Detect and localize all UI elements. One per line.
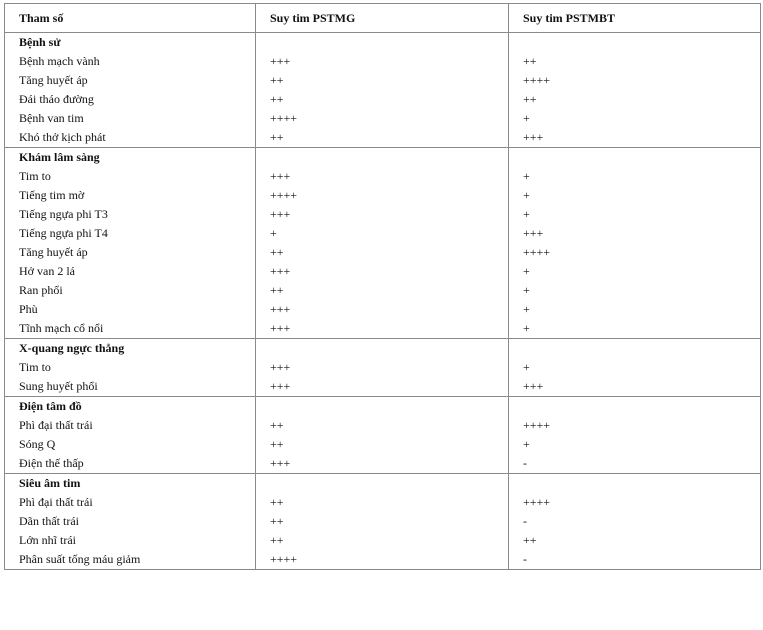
parameter-label: Tăng huyết áp [19, 245, 88, 259]
parameter-cell [5, 397, 256, 474]
rating-value: + [523, 360, 530, 374]
rating-value: +++ [270, 360, 291, 374]
parameter-label: Khó thở kịch phát [19, 130, 106, 144]
header-hfpef [509, 4, 761, 33]
rating-value: +++ [270, 321, 291, 335]
rating-value: ++++ [270, 188, 298, 202]
parameter-cell [5, 148, 256, 339]
rating-value: +++ [523, 379, 544, 393]
rating-value: +++ [523, 226, 544, 240]
parameter-label: Sung huyết phổi [19, 379, 98, 393]
rating-value: + [523, 302, 530, 316]
parameter-label: Đái tháo đường [19, 92, 94, 106]
group-title-spacer [509, 397, 760, 416]
rating-value: +++ [270, 54, 291, 68]
rating-value: +++ [270, 379, 291, 393]
parameter-label: Tăng huyết áp [19, 73, 88, 87]
rating-value: ++ [270, 418, 284, 432]
hfpef-cell [509, 474, 761, 570]
rating-value: ++++ [523, 73, 551, 87]
hfpef-cell [509, 397, 761, 474]
rating-value: ++ [270, 283, 284, 297]
parameter-label: Ran phổi [19, 283, 63, 297]
rating-value: ++ [270, 437, 284, 451]
header-label: Tham số [19, 11, 64, 25]
group-title-spacer [509, 148, 760, 167]
rating-value: - [523, 552, 527, 566]
rating-value: ++++ [523, 418, 551, 432]
rating-value: + [523, 207, 530, 221]
rating-value: ++ [270, 130, 284, 144]
parameter-label: Phì đại thất trái [19, 418, 93, 432]
hfref-cell [256, 33, 509, 148]
group-title-spacer [256, 397, 508, 416]
rating-value: ++ [523, 533, 537, 547]
rating-value: +++ [270, 264, 291, 278]
group-title-spacer [256, 339, 508, 358]
rating-value: ++ [270, 245, 284, 259]
rating-value: ++ [523, 54, 537, 68]
group-title: Siêu âm tim [19, 476, 81, 490]
parameter-label: Sóng Q [19, 437, 56, 451]
rating-value: + [523, 169, 530, 183]
header-label: Suy tim PSTMBT [523, 11, 616, 25]
rating-value: ++++ [523, 245, 551, 259]
rating-value: + [523, 111, 530, 125]
hfref-cell [256, 148, 509, 339]
rating-value: + [523, 283, 530, 297]
rating-value: + [523, 188, 530, 202]
group-title-spacer [509, 339, 760, 358]
rating-value: ++ [270, 495, 284, 509]
hfpef-cell [509, 148, 761, 339]
parameter-label: Hở van 2 lá [19, 264, 75, 278]
parameter-cell [5, 33, 256, 148]
comparison-table [4, 3, 761, 570]
table-group-row [5, 397, 761, 474]
parameter-cell [5, 339, 256, 397]
table-group-row [5, 474, 761, 570]
parameter-label: Dãn thất trái [19, 514, 79, 528]
parameter-label: Phù [19, 302, 38, 316]
group-title-spacer [509, 33, 760, 52]
rating-value: +++ [270, 302, 291, 316]
rating-value: - [523, 456, 527, 470]
parameter-label: Tiếng ngựa phi T4 [19, 226, 108, 240]
rating-value: ++ [270, 514, 284, 528]
rating-value: ++ [270, 533, 284, 547]
rating-value: ++ [270, 92, 284, 106]
group-title: Điện tâm đồ [19, 399, 82, 413]
group-title-spacer [256, 474, 508, 493]
rating-value: ++ [270, 73, 284, 87]
hfref-cell [256, 474, 509, 570]
rating-value: ++++ [270, 111, 298, 125]
rating-value: + [270, 226, 277, 240]
parameter-label: Điện thế thấp [19, 456, 84, 470]
parameter-label: Bệnh mạch vành [19, 54, 100, 68]
table-group-row [5, 33, 761, 148]
group-title-spacer [509, 474, 760, 493]
parameter-label: Tim to [19, 360, 51, 374]
header-hfref [256, 4, 509, 33]
hfpef-cell [509, 33, 761, 148]
rating-value: + [523, 321, 530, 335]
hfref-cell [256, 397, 509, 474]
hfref-cell [256, 339, 509, 397]
parameter-label: Lớn nhĩ trái [19, 533, 76, 547]
group-title: Khám lâm sàng [19, 150, 100, 164]
header-label: Suy tim PSTMG [270, 11, 356, 25]
group-title: X-quang ngực thẳng [19, 341, 125, 355]
group-title: Bệnh sử [19, 35, 61, 49]
parameter-cell [5, 474, 256, 570]
rating-value: ++++ [523, 495, 551, 509]
parameter-label: Bệnh van tim [19, 111, 84, 125]
parameter-label: Tĩnh mạch cổ nổi [19, 321, 104, 335]
group-title-spacer [256, 148, 508, 167]
parameter-label: Phì đại thất trái [19, 495, 93, 509]
table-group-row [5, 148, 761, 339]
rating-value: +++ [270, 207, 291, 221]
group-title-spacer [256, 33, 508, 52]
rating-value: +++ [270, 456, 291, 470]
parameter-label: Phân suất tống máu giảm [19, 552, 141, 566]
hfpef-cell [509, 339, 761, 397]
parameter-label: Tiếng ngựa phi T3 [19, 207, 108, 221]
rating-value: +++ [523, 130, 544, 144]
rating-value: ++ [523, 92, 537, 106]
header-row [5, 4, 761, 33]
rating-value: - [523, 514, 527, 528]
rating-value: +++ [270, 169, 291, 183]
rating-value: ++++ [270, 552, 298, 566]
rating-value: + [523, 264, 530, 278]
parameter-label: Tiếng tim mờ [19, 188, 85, 202]
rating-value: + [523, 437, 530, 451]
table-group-row [5, 339, 761, 397]
header-parameter [5, 4, 256, 33]
parameter-label: Tim to [19, 169, 51, 183]
